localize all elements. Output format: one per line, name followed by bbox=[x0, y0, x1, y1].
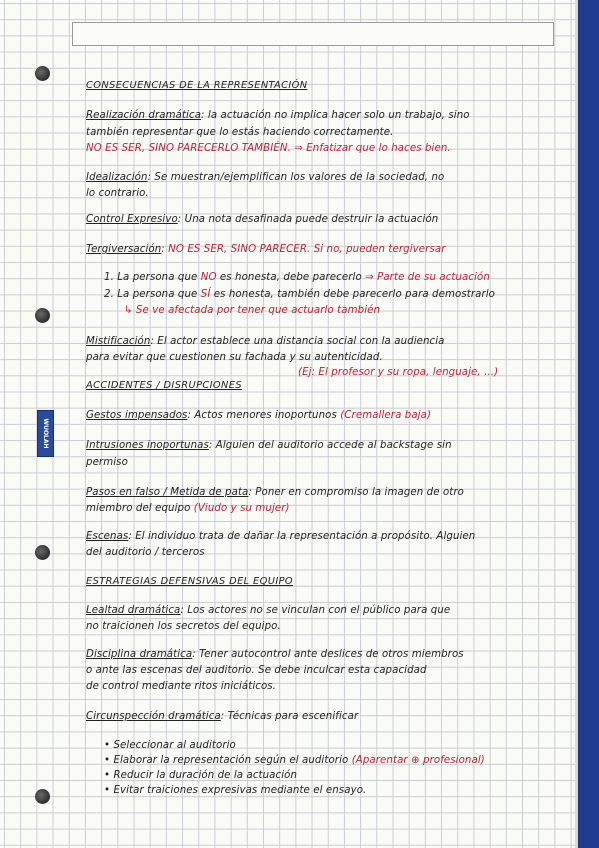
mistificacion-line1 bbox=[86, 336, 445, 347]
pasos-line2 bbox=[86, 503, 290, 514]
gestos-red: (Cremallera baja) bbox=[340, 410, 432, 421]
item2-text-b: es honesta, también debe parecerlo para demostrarlo bbox=[210, 289, 496, 300]
realizacion-text: : la actuación no implica hacer solo un trabajo, sino bbox=[201, 110, 470, 121]
binder-hole-icon bbox=[35, 66, 50, 81]
term-tergiversacion: Tergiversación bbox=[86, 244, 162, 255]
term-mistificacion: Mistificación bbox=[86, 336, 151, 347]
circunspeccion-line1 bbox=[86, 711, 358, 722]
binder-hole-icon bbox=[35, 308, 50, 323]
item2-text-a: 2. La persona que bbox=[104, 289, 201, 300]
wuolah-logo bbox=[37, 410, 54, 457]
term-intrusiones: Intrusiones inoportunas bbox=[86, 440, 209, 451]
term-idealizacion: Idealización bbox=[86, 172, 148, 183]
control-line1 bbox=[86, 214, 438, 225]
term-circunspeccion: Circunspección dramática bbox=[86, 711, 221, 722]
disciplina-line3: de control mediante ritos iniciáticos. bbox=[86, 681, 277, 692]
term-disciplina: Disciplina dramática bbox=[86, 649, 193, 660]
tergiversacion-item1 bbox=[104, 272, 490, 283]
tergiversacion-item2 bbox=[104, 289, 495, 300]
bullet-text: Elaborar la representación según el auditorio bbox=[113, 755, 349, 766]
escenas-line2: del auditorio / terceros bbox=[86, 547, 205, 558]
mistificacion-text: : El actor establece una distancia social con la audiencia bbox=[150, 336, 445, 347]
intrusiones-text: : Alguien del auditorio accede al backstage sin bbox=[208, 440, 452, 451]
item1-text-a: 1. La persona que bbox=[104, 272, 201, 283]
binder-hole-icon bbox=[35, 789, 50, 804]
escenas-line1 bbox=[86, 531, 475, 542]
term-control: Control Expresivo bbox=[86, 214, 178, 225]
mistificacion-line2: para evitar que cuestionen su fachada y su autenticidad. bbox=[86, 352, 383, 363]
binder-hole-icon bbox=[35, 545, 50, 560]
bullet-2-red: (Aparentar ⊕ profesional) bbox=[351, 755, 485, 766]
lealtad-line2: no traicionen los secretos del equipo. bbox=[86, 621, 281, 632]
header-box bbox=[72, 22, 554, 46]
tergiversacion-item2-note: ↳ Se ve afectada por tener que actuarlo también bbox=[124, 305, 381, 316]
bullet-text: Reducir la duración de la actuación bbox=[113, 770, 298, 781]
disciplina-text: : Tener autocontrol ante deslices de otros miembros bbox=[192, 649, 464, 660]
tergiversacion-line bbox=[86, 244, 446, 255]
realizacion-line1 bbox=[86, 110, 470, 121]
bullet-text: Evitar traiciones expresivas mediante el ensayo. bbox=[113, 785, 367, 796]
bullet-text: Seleccionar al auditorio bbox=[113, 740, 236, 751]
item1-no: NO bbox=[200, 272, 217, 283]
lealtad-line1 bbox=[86, 605, 450, 616]
side-strip bbox=[578, 0, 599, 848]
bullet-2: • Elaborar la representación según el auditorio (Aparentar ⊕ profesional) bbox=[104, 755, 485, 766]
pasos-red: (Viudo y su mujer) bbox=[193, 503, 290, 514]
item1-text-b: es honesta, debe parecerlo bbox=[216, 272, 366, 283]
disciplina-line2: o ante las escenas del auditorio. Se debe inculcar esta capacidad bbox=[86, 665, 427, 676]
pasos-text: : Poner en compromiso la imagen de otro bbox=[248, 487, 465, 498]
section-title-accidentes: ACCIDENTES / DISRUPCIONES bbox=[86, 380, 242, 391]
section-title-estrategias: ESTRATEGIAS DEFENSIVAS DEL EQUIPO bbox=[86, 576, 294, 587]
lealtad-text: : Los actores no se vinculan con el público para que bbox=[180, 605, 451, 616]
intrusiones-line2: permiso bbox=[86, 457, 128, 468]
term-lealtad: Lealtad dramática bbox=[86, 605, 181, 616]
idealizacion-text: : Se muestran/ejemplifican los valores de la sociedad, no bbox=[147, 172, 445, 183]
circunspeccion-text: : Técnicas para escenificar bbox=[220, 711, 359, 722]
item2-si: SÍ bbox=[200, 289, 211, 300]
bullet-1: • Seleccionar al auditorio bbox=[104, 740, 236, 751]
realizacion-line2: también representar que lo estás haciendo correctamente. bbox=[86, 127, 394, 138]
disciplina-line1 bbox=[86, 649, 464, 660]
idealizacion-line2: lo contrario. bbox=[86, 188, 149, 199]
escenas-text: : El individuo trata de dañar la representación a propósito. Alguien bbox=[128, 531, 476, 542]
section-title-consecuencias: CONSECUENCIAS DE LA REPRESENTACIÓN bbox=[86, 80, 308, 91]
idealizacion-line1 bbox=[86, 172, 444, 183]
mistificacion-red-note: (Ej: El profesor y su ropa, lenguaje, ...) bbox=[298, 367, 499, 378]
term-gestos: Gestos impensados bbox=[86, 410, 188, 421]
pasos-text2: miembro del equipo bbox=[86, 503, 194, 514]
term-pasos: Pasos en falso / Metida de pata bbox=[86, 487, 249, 498]
gestos-line bbox=[86, 410, 431, 421]
bullet-4: • Evitar traiciones expresivas mediante el ensayo. bbox=[104, 785, 367, 796]
term-realizacion: Realización dramática bbox=[86, 110, 202, 121]
logo-text: WUOLAH bbox=[42, 418, 49, 449]
realizacion-red-note: NO ES SER, SINO PARECERLO TAMBIÉN. ⇒ Enfatizar que lo haces bien. bbox=[86, 143, 451, 154]
control-text: : Una nota desafinada puede destruir la actuación bbox=[177, 214, 439, 225]
pasos-line1 bbox=[86, 487, 464, 498]
bullet-3: • Reducir la duración de la actuación bbox=[104, 770, 298, 781]
gestos-text: : Actos menores inoportunos bbox=[187, 410, 341, 421]
intrusiones-line1 bbox=[86, 440, 452, 451]
item1-red: ⇒ Parte de su actuación bbox=[365, 272, 490, 283]
term-escenas: Escenas bbox=[86, 531, 129, 542]
tergiversacion-red: : NO ES SER, SINO PARECER. Si no, pueden tergiversar bbox=[161, 244, 446, 255]
